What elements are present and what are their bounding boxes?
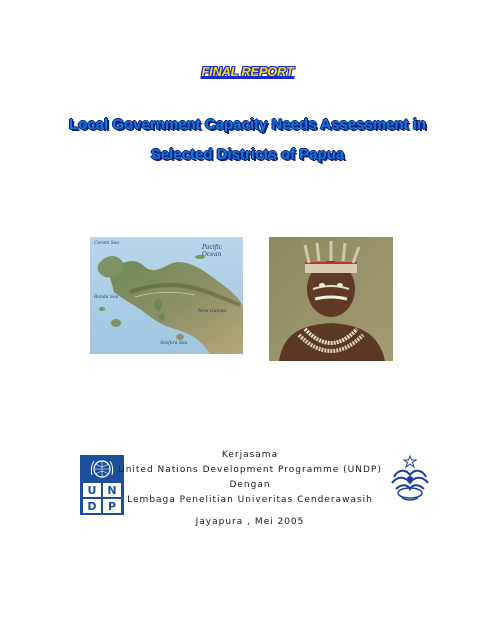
caption-lembaga: Lembaga Penelitian Univeritas Cenderawasih: [127, 495, 373, 505]
caption-dengan: Dengan: [229, 480, 271, 490]
map-label-ceram-sea: Ceram Sea: [94, 241, 120, 246]
undp-letter-n: N: [107, 484, 117, 497]
papuan-man-portrait-image: [269, 237, 393, 361]
caption-undp: United Nations Development Programme (UNDP): [118, 465, 382, 475]
report-label: FINAL REPORT: [201, 64, 294, 79]
map-label-banda-sea: Banda Sea: [94, 295, 119, 300]
caption-kerjasama: Kerjasama: [221, 450, 279, 460]
map-label-new-guinea: New Guinea: [198, 309, 227, 314]
map-label-pacific-ocean: Pacific Ocean: [202, 244, 222, 258]
map-label-arafura-sea: Arafura Sea: [160, 341, 188, 346]
uncen-logo: [388, 455, 432, 503]
caption-date: Jayapura , Mei 2005: [195, 517, 305, 527]
document-title-line-1: Local Government Capacity Needs Assessment in: [68, 116, 427, 133]
papua-map-image: [90, 237, 243, 354]
document-title-line-2: Selected Districts of Papua: [150, 146, 345, 163]
undp-letter-u: U: [87, 484, 97, 497]
uncen-logo-graphic: [388, 455, 432, 503]
undp-letter-d: D: [87, 500, 97, 513]
undp-letter-p: P: [107, 500, 117, 513]
portrait-graphic: [269, 237, 393, 361]
